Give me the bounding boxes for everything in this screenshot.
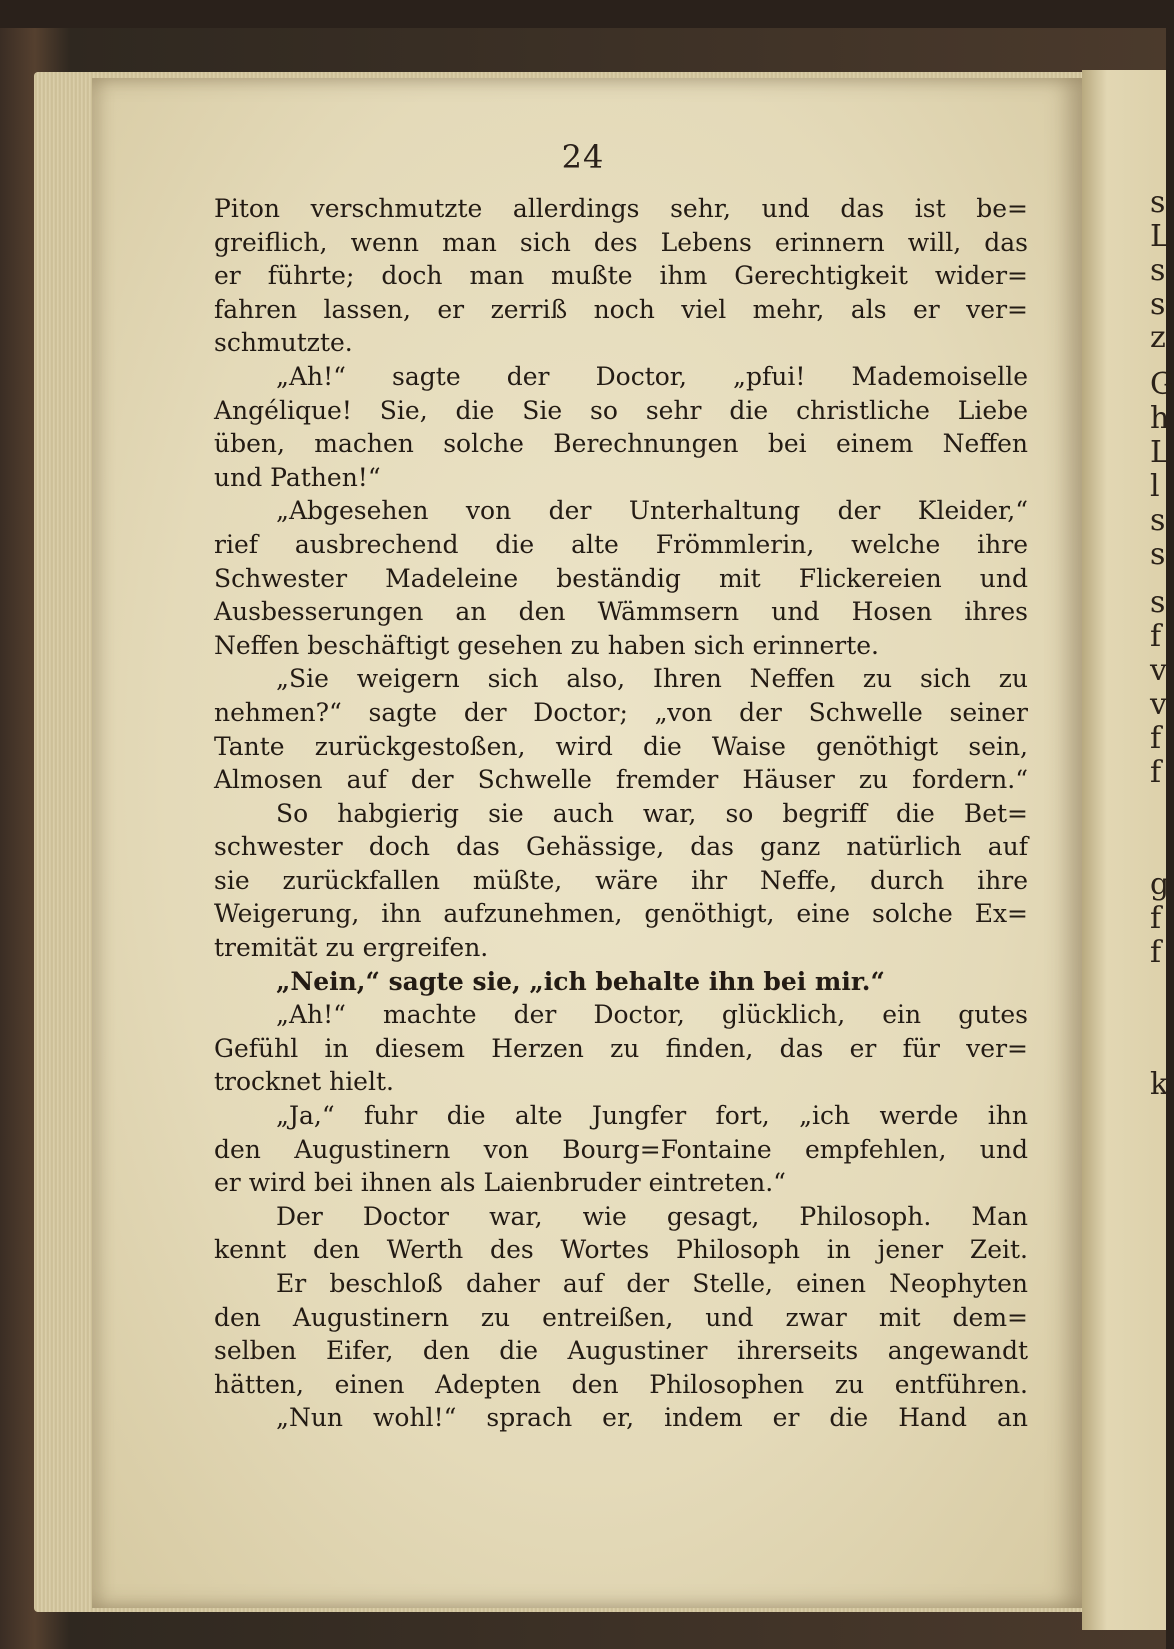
text-line: „Nun wohl!“ sprach er, indem er die Hand an — [276, 1403, 1028, 1433]
text-line: Tante zurückgestoßen, wird die Waise genöthigt sein, — [214, 731, 1028, 761]
text-line: er wird bei ihnen als Laienbruder eintreten.“ — [214, 1168, 786, 1198]
next-page-letter: v — [1150, 653, 1167, 688]
next-page-letter: s — [1150, 185, 1166, 220]
text-line: selben Eifer, den die Augustiner ihrerseits angewandt — [214, 1336, 1028, 1366]
text-line: Almosen auf der Schwelle fremder Häuser zu fordern.“ — [214, 765, 1028, 795]
text-line: Gefühl in diesem Herzen zu finden, das er für ver= — [214, 1033, 1028, 1063]
text-line: kennt den Werth des Wortes Philosoph in jener Zeit. — [214, 1235, 1028, 1265]
text-line: hätten, einen Adepten den Philosophen zu entführen. — [214, 1369, 1028, 1399]
text-line: und Pathen!“ — [214, 462, 381, 492]
text-line: Schwester Madeleine beständig mit Flickereien und — [214, 563, 1028, 593]
text-line: trocknet hielt. — [214, 1067, 394, 1097]
next-page-letter: f — [1150, 935, 1162, 970]
next-page-letter: l — [1150, 469, 1160, 504]
text-line: Angélique! Sie, die Sie so sehr die christliche Liebe — [214, 395, 1028, 425]
text-line: „Sie weigern sich also, Ihren Neffen zu sich zu — [276, 664, 1028, 694]
text-line: greiflich, wenn man sich des Lebens erinnern will, das — [214, 227, 1028, 257]
next-page-letter: L — [1150, 435, 1170, 470]
text-line: rief ausbrechend die alte Frömmlerin, welche ihre — [214, 529, 1028, 559]
text-line: üben, machen solche Berechnungen bei einem Neffen — [214, 429, 1028, 459]
next-page-letter: s — [1150, 585, 1166, 620]
next-page-letter: s — [1150, 503, 1166, 538]
text-line: schmutzte. — [214, 328, 353, 358]
next-page-letter: f — [1150, 721, 1162, 756]
next-page-letter: f — [1150, 755, 1162, 790]
text-line: er führte; doch man mußte ihm Gerechtigkeit wider= — [214, 261, 1028, 291]
next-page-letter: s — [1150, 287, 1166, 322]
next-page-edge — [1082, 70, 1174, 1630]
text-line: sie zurückfallen müßte, wäre ihr Neffe, durch ihre — [214, 865, 1028, 895]
next-page-letter: s — [1150, 253, 1166, 288]
text-line: „Abgesehen von der Unterhaltung der Kleider,“ — [276, 496, 1028, 526]
next-page-letter: h — [1150, 401, 1170, 436]
next-page-letter: z — [1150, 320, 1166, 355]
text-line: „Ah!“ machte der Doctor, glücklich, ein gutes — [276, 1000, 1028, 1030]
text-line: Neffen beschäftigt gesehen zu haben sich erinnerte. — [214, 630, 879, 660]
text-line: Piton verschmutzte allerdings sehr, und das ist be= — [214, 194, 1028, 223]
text-line: So habgierig sie auch war, so begriff die Bet= — [276, 798, 1028, 828]
body-text — [214, 192, 1028, 1435]
next-page-letter: f — [1150, 901, 1162, 936]
page-number: 24 — [561, 138, 605, 176]
text-line: den Augustinern zu entreißen, und zwar mit dem= — [214, 1302, 1028, 1332]
text-line: „Ja,“ fuhr die alte Jungfer fort, „ich werde ihn — [276, 1101, 1028, 1131]
next-page-letter: L — [1150, 219, 1170, 254]
text-line: Er beschloß daher auf der Stelle, einen Neophyten — [276, 1269, 1028, 1298]
text-line: fahren lassen, er zerriß noch viel mehr, als er ver= — [214, 294, 1028, 324]
next-page-letter: v — [1150, 687, 1167, 722]
text-line: Der Doctor war, wie gesagt, Philosoph. Man — [276, 1201, 1028, 1231]
text-line: schwester doch das Gehässige, das ganz natürlich auf — [214, 832, 1028, 862]
next-page-letter: g — [1150, 867, 1170, 902]
text-line: den Augustinern von Bourg=Fontaine empfehlen, und — [214, 1134, 1028, 1164]
next-page-letter: s — [1150, 537, 1166, 572]
text-line: „Ah!“ sagte der Doctor, „pfui! Mademoiselle — [276, 361, 1028, 391]
next-page-letter: k — [1150, 1067, 1169, 1102]
text-line: tremität zu ergreifen. — [214, 933, 489, 963]
text-line: Ausbesserungen an den Wämmsern und Hosen ihres — [214, 597, 1028, 627]
text-line: nehmen?“ sagte der Doctor; „von der Schwelle seiner — [214, 697, 1028, 727]
text-line: „Nein,“ sagte sie, „ich behalte ihn bei mir.“ — [276, 966, 885, 996]
next-page-letter: G — [1150, 367, 1174, 402]
text-line: Weigerung, ihn aufzunehmen, genöthigt, eine solche Ex= — [214, 899, 1028, 929]
next-page-letter: f — [1150, 619, 1162, 654]
